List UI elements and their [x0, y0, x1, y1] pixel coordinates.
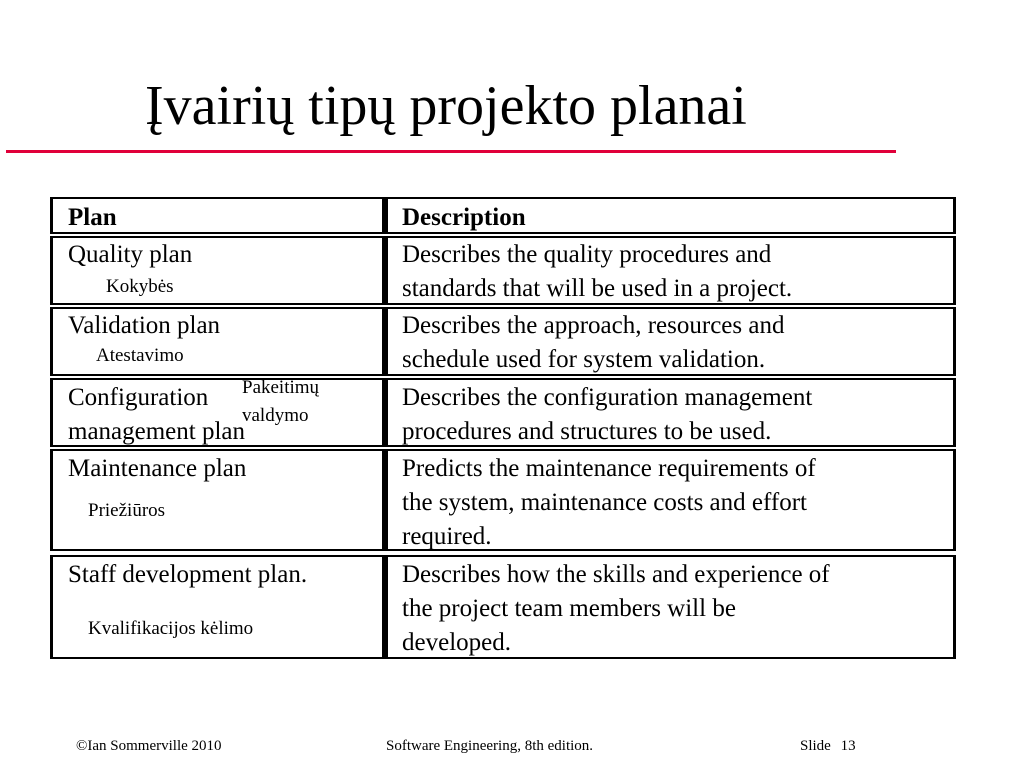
- footer-copyright: ©Ian Sommerville 2010: [76, 738, 222, 754]
- translation-note: Kokybės: [106, 276, 174, 297]
- title-underline: [6, 150, 896, 153]
- column-header-description: Description: [402, 204, 526, 231]
- plan-description-line: Predicts the maintenance requirements of: [402, 455, 816, 482]
- plan-description-line: Describes the configuration management: [402, 384, 813, 411]
- plan-description-line: Describes the quality procedures and: [402, 241, 772, 268]
- translation-note: Atestavimo: [96, 345, 184, 366]
- plan-name: Maintenance plan: [68, 455, 247, 482]
- footer-book-title: Software Engineering, 8th edition.: [386, 738, 594, 754]
- column-header-plan: Plan: [68, 204, 117, 231]
- plan-name: Validation plan: [68, 312, 221, 339]
- plan-description-line: the project team members will be: [402, 595, 736, 622]
- plan-name-line: management plan: [68, 418, 246, 445]
- plan-description-line: Describes the approach, resources and: [402, 312, 785, 339]
- footer-slide-number: 13: [840, 738, 856, 754]
- footer-slide-label: Slide: [800, 738, 831, 754]
- plan-description-line: Describes how the skills and experience of: [402, 561, 830, 588]
- plan-description-line: required.: [402, 523, 492, 550]
- translation-note: Priežiūros: [88, 500, 166, 521]
- plan-description-line: the system, maintenance costs and effort: [402, 489, 807, 516]
- translation-note-line: valdymo: [242, 405, 309, 426]
- slide-title: Įvairių tipų projekto planai: [145, 75, 747, 137]
- plan-description-line: developed.: [402, 629, 511, 656]
- plan-name: Staff development plan.: [68, 561, 308, 588]
- translation-note: Kvalifikacijos kėlimo: [88, 618, 254, 639]
- translation-note-line: Pakeitimų: [242, 377, 320, 398]
- plan-name: Quality plan: [68, 241, 193, 268]
- footer-slide-number-group: [800, 738, 856, 755]
- plan-description-line: schedule used for system validation.: [402, 346, 766, 373]
- plan-name-line: Configuration: [68, 384, 209, 411]
- plan-description-line: procedures and structures to be used.: [402, 418, 772, 445]
- plan-description-line: standards that will be used in a project.: [402, 275, 793, 302]
